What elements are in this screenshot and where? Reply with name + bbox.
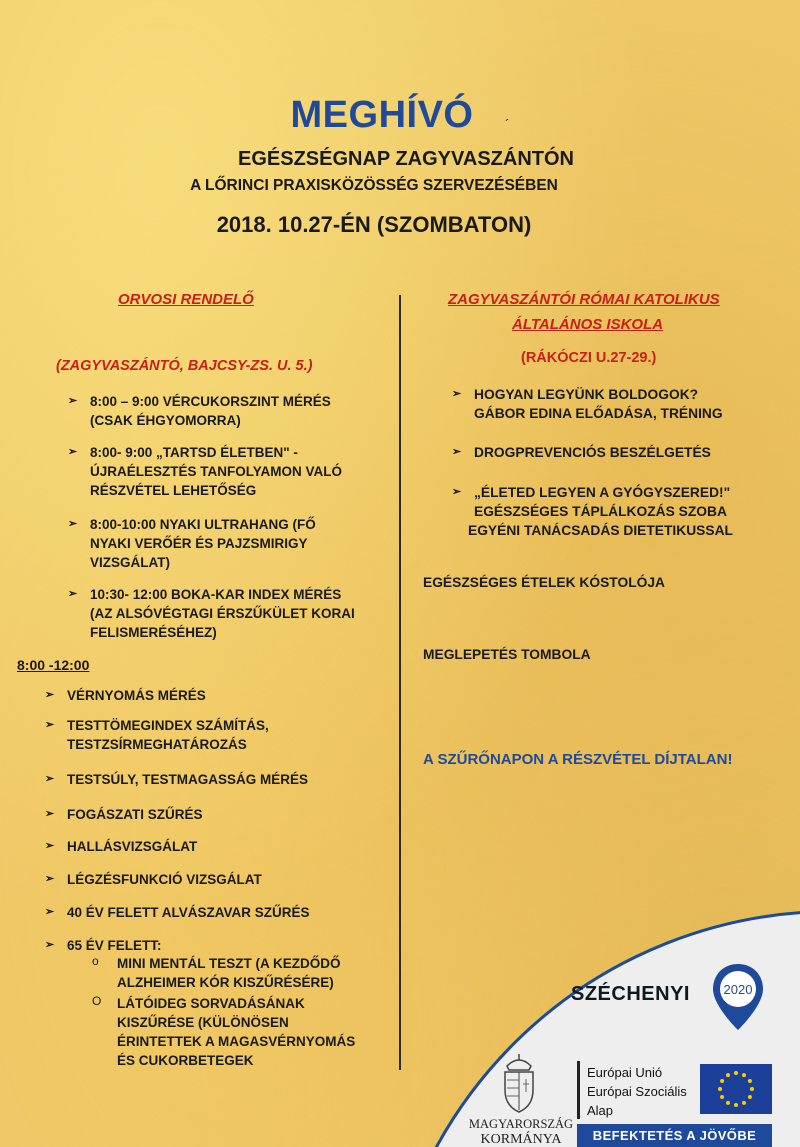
eu-star (750, 1087, 754, 1091)
eu-fund-text (587, 1063, 687, 1120)
list-item-line: RÉSZVÉTEL LEHETŐSÉG (90, 483, 257, 498)
eu-star (734, 1103, 738, 1107)
bullet-arrow-icon: ➢ (45, 840, 55, 852)
eu-star (742, 1073, 746, 1077)
sub-item-line: ALZHEIMER KÓR KISZŰRÉSÉRE) (117, 975, 334, 990)
left-venue-address: (ZAGYVASZÁNTÓ, BAJCSY-ZS. U. 5.) (56, 358, 313, 374)
eu-line1: Európai Unió (587, 1065, 663, 1080)
eu-star (748, 1095, 752, 1099)
gov-line1: MAGYARORSZÁG (468, 1117, 574, 1131)
right-item-line: EGÉSZSÉGES TÁPLÁLKOZÁS SZOBA (474, 504, 727, 519)
bullet-arrow-icon: ➢ (45, 906, 55, 918)
gov-line2: KORMÁNYA (480, 1132, 562, 1147)
list-item-line: FOGÁSZATI SZŰRÉS (67, 807, 203, 822)
bullet-arrow-icon: ➢ (45, 939, 55, 951)
sub-item-line: ÉRINTETTEK A MAGASVÉRNYOMÁS (117, 1034, 356, 1049)
surprise-tombola: MEGLEPETÉS TOMBOLA (423, 647, 591, 662)
eu-star (734, 1071, 738, 1075)
list-item-line: 8:00 – 9:00 VÉRCUKORSZINT MÉRÉS (90, 394, 331, 409)
bullet-arrow-icon: ➢ (45, 808, 55, 820)
title-accent-mark: ´ (505, 116, 510, 132)
bullet-arrow-icon: ➢ (452, 388, 462, 400)
list-item-line: HALLÁSVIZSGÁLAT (67, 839, 198, 854)
right-venue-heading-line1: ZAGYVASZÁNTÓI RÓMAI KATOLIKUS (448, 291, 720, 308)
sub-bullet-circle-icon: o (92, 954, 99, 968)
sub-item-line: ÉS CUKORBETEGEK (117, 1053, 254, 1068)
szechenyi-2020-pin-icon (710, 962, 766, 1032)
list-item-line: 40 ÉV FELETT ALVÁSZAVAR SZŰRÉS (67, 905, 310, 920)
bullet-arrow-icon: ➢ (45, 719, 55, 731)
list-item-line: LÉGZÉSFUNKCIÓ VIZSGÁLAT (67, 872, 262, 887)
eu-star (720, 1079, 724, 1083)
organizer-line: A LŐRINCI PRAXISKÖZÖSSÉG SZERVEZÉSÉBEN (190, 177, 558, 194)
list-item-line: 65 ÉV FELETT: (67, 938, 162, 953)
eu-star (720, 1095, 724, 1099)
eu-star (718, 1087, 722, 1091)
bullet-arrow-icon: ➢ (45, 773, 55, 785)
list-item-line: TESTSÚLY, TESTMAGASSÁG MÉRÉS (67, 772, 309, 787)
right-item-line: EGYÉNI TANÁCSADÁS DIETETIKUSSAL (468, 523, 733, 538)
bullet-arrow-icon: ➢ (45, 873, 55, 885)
eu-line3: Alap (587, 1103, 614, 1118)
list-item-line: 8:00- 9:00 „TARTSD ÉLETBEN" - (90, 445, 298, 460)
bullet-arrow-icon: ➢ (45, 689, 55, 701)
list-item-line: (CSAK ÉHGYOMORRA) (90, 413, 241, 428)
food-tasting: EGÉSZSÉGES ÉTELEK KÓSTOLÓJA (423, 575, 666, 590)
event-date: 2018. 10.27-ÉN (SZOMBATON) (216, 212, 532, 237)
left-venue-heading: ORVOSI RENDELŐ (118, 291, 254, 308)
sub-item-line: LÁTÓIDEG SORVADÁSÁNAK (117, 996, 305, 1011)
list-item-line: TESTTÖMEGINDEX SZÁMÍTÁS, (67, 718, 269, 733)
eu-star (742, 1101, 746, 1105)
invitation-title: MEGHÍVÓ (290, 94, 474, 136)
bullet-arrow-icon: ➢ (68, 518, 78, 530)
list-item-line: ÚJRAÉLESZTÉS TANFOLYAMON VALÓ (90, 464, 343, 479)
list-item-line: (AZ ALSÓVÉGTAGI ÉRSZŰKÜLET KORAI (90, 606, 355, 621)
eu-star (748, 1079, 752, 1083)
eu-divider (577, 1061, 580, 1119)
eu-line2: Európai Szociális (587, 1084, 687, 1099)
bullet-arrow-icon: ➢ (452, 446, 462, 458)
right-item-line: GÁBOR EDINA ELŐADÁSA, TRÉNING (474, 406, 723, 421)
time-range-header: 8:00 -12:00 (17, 657, 90, 673)
eu-flag-icon (700, 1064, 772, 1114)
list-item-line: NYAKI VERŐÉR ÉS PAJZSMIRIGY (90, 536, 308, 551)
szechenyi-year: 2020 (723, 982, 753, 997)
list-item-line: VIZSGÁLAT) (90, 555, 170, 570)
list-item-line: 8:00-10:00 NYAKI ULTRAHANG (FŐ (90, 517, 316, 532)
coat-of-arms-icon (497, 1052, 541, 1114)
list-item-line: FELISMERÉSÉHEZ) (90, 625, 217, 640)
bullet-arrow-icon: ➢ (452, 486, 462, 498)
list-item-line: VÉRNYOMÁS MÉRÉS (67, 688, 206, 703)
right-venue-heading-line2: ÁLTALÁNOS ISKOLA (512, 316, 664, 333)
szechenyi-logo-text: SZÉCHENYI (571, 983, 690, 1005)
government-logo-text (466, 1117, 576, 1147)
bullet-arrow-icon: ➢ (68, 446, 78, 458)
right-item-line: „ÉLETED LEGYEN A GYÓGYSZERED!" (474, 485, 731, 500)
sub-bullet-circle-icon: O (92, 994, 102, 1008)
right-item-line: HOGYAN LEGYÜNK BOLDOGOK? (474, 387, 699, 402)
sub-item-line: KISZŰRÉSE (KÜLÖNÖSEN (117, 1015, 289, 1030)
eu-star (726, 1101, 730, 1105)
list-item-line: TESTZSÍRMEGHATÁROZÁS (67, 737, 247, 752)
bullet-arrow-icon: ➢ (68, 588, 78, 600)
right-item-line: DROGPREVENCIÓS BESZÉLGETÉS (474, 445, 711, 460)
eu-star (726, 1073, 730, 1077)
sub-item-line: MINI MENTÁL TESZT (A KEZDŐDŐ (117, 956, 341, 971)
event-subtitle: EGÉSZSÉGNAP ZAGYVASZÁNTÓN (238, 148, 574, 170)
bullet-arrow-icon: ➢ (68, 395, 78, 407)
investment-slogan: BEFEKTETÉS A JÖVŐBE (577, 1124, 772, 1147)
right-venue-address: (RÁKÓCZI U.27-29.) (521, 350, 657, 366)
free-participation-note: A SZŰRŐNAPON A RÉSZVÉTEL DÍJTALAN! (423, 751, 733, 768)
list-item-line: 10:30- 12:00 BOKA-KAR INDEX MÉRÉS (90, 587, 342, 602)
